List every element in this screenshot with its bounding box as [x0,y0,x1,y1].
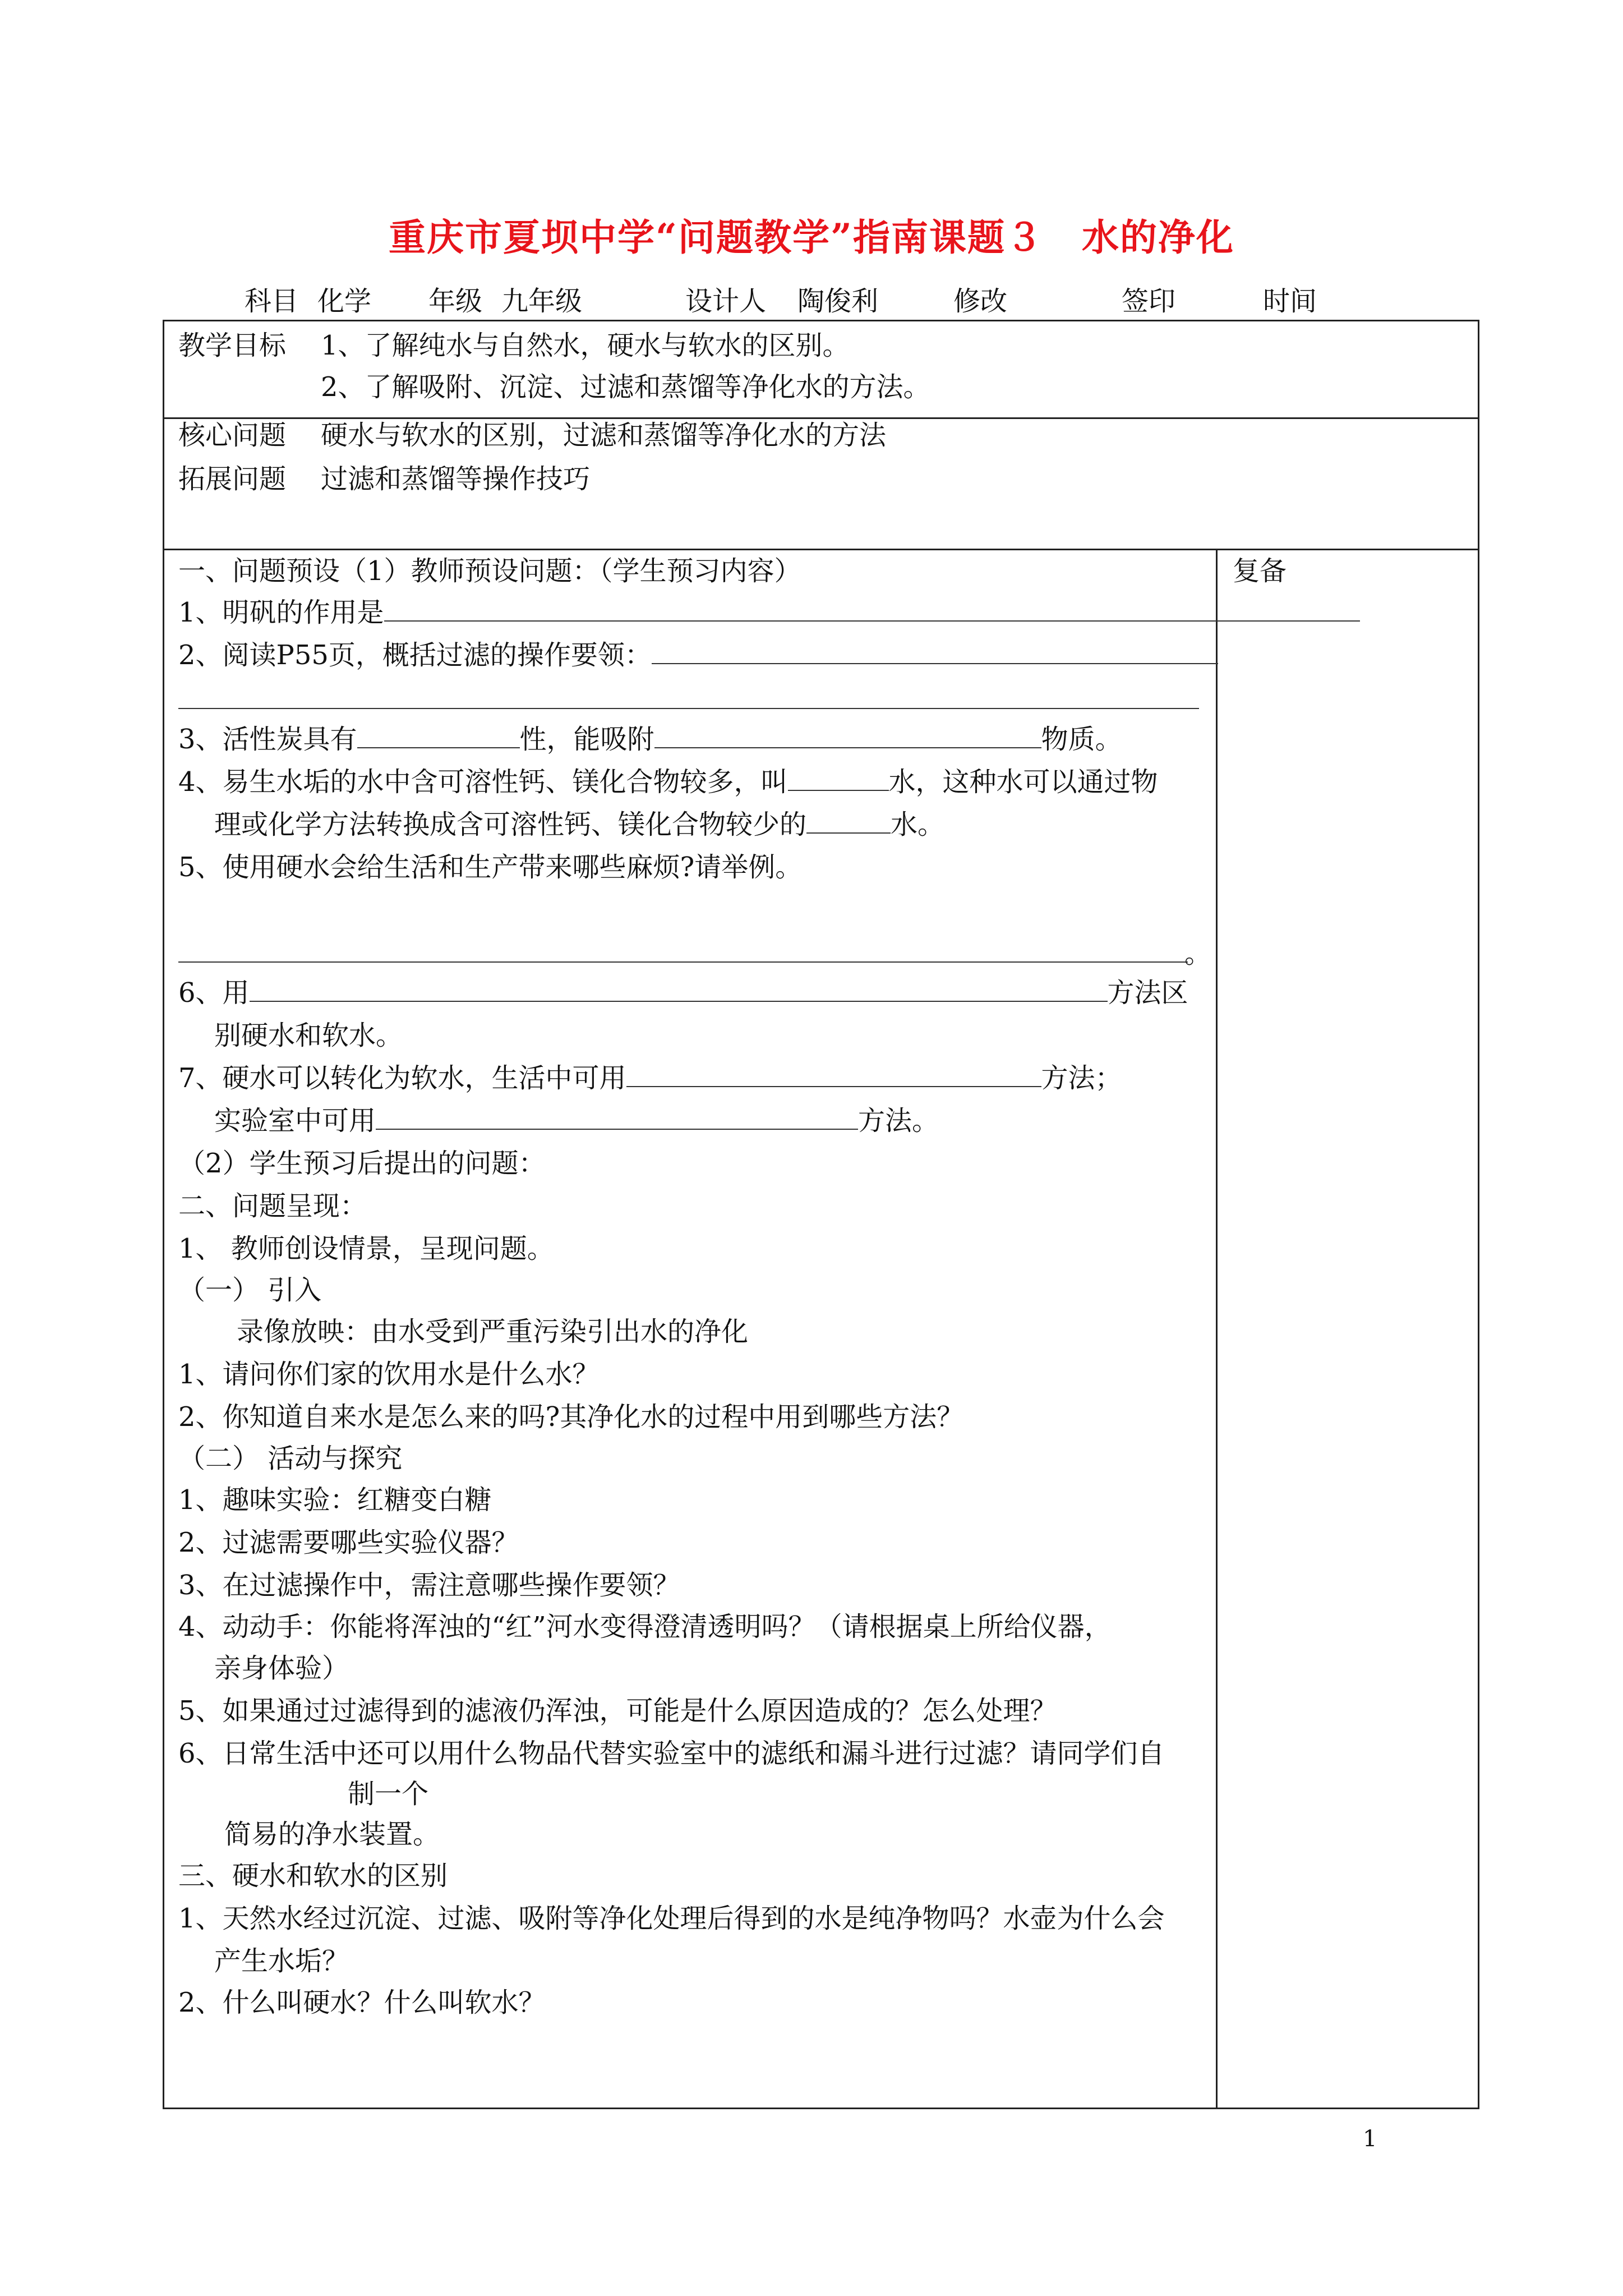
page-number: 1 [1363,2126,1377,2152]
body-line: 产生水垢？ [214,1945,349,1977]
body-text: 水。 [891,809,945,840]
body-line: 4、动动手：你能将浑浊的“红”河水变得澄清透明吗？（请根据桌上所给仪器， [178,1611,1112,1642]
body-line: 录像放映：由水受到严重污染引出水的净化 [237,1316,749,1347]
goal-item-1: 1、了解纯水与自然水，硬水与软水的区别。 [321,330,850,361]
revise-label: 修改 [953,286,1008,317]
body-text: 3、活性炭具有 [178,724,357,755]
fill-blank [654,723,1041,748]
side-label: 复备 [1233,555,1287,587]
fill-blank [788,765,889,791]
body-line [178,723,1122,756]
fill-blank [357,723,520,748]
ext-text: 过滤和蒸馏等操作技巧 [321,463,591,495]
body-text: 7、硬水可以转化为软水，生活中可用 [178,1062,626,1094]
page-title: 重庆市夏坝中学“问题教学”指南课题３ 水的净化 [389,215,1234,259]
designer-label: 设计人 [685,286,767,317]
body-line: 5、使用硬水会给生活和生产带来哪些麻烦?请举例。 [178,852,803,883]
body-line [214,808,944,841]
body-text: 方法区 [1107,977,1188,1009]
body-text: 实验室中可用 [214,1105,376,1137]
row-divider-2 [163,549,1479,550]
goal-item-2: 2、了解吸附、沉淀、过滤和蒸馏等净化水的方法。 [321,371,930,403]
fill-blank-line [178,708,1199,709]
fill-blank [376,1104,858,1130]
fill-blank-line [178,961,1188,963]
subject-value: 化学 [317,286,372,317]
body-line [178,765,1158,799]
fill-blank [626,1061,1041,1087]
body-line [214,1104,939,1138]
body-text: 性，能吸附 [519,724,654,755]
fill-blank [250,976,1108,1002]
body-line: 二、问题呈现： [178,1190,367,1222]
body-text: 方法； [1041,1062,1122,1094]
body-text: 水，这种水可以通过物 [888,766,1158,798]
body-line: 三、硬水和软水的区别 [178,1860,448,1892]
body-line: （一） 引入 [178,1274,322,1306]
body-text: 方法。 [858,1105,939,1137]
body-line: 亲身体验） [214,1653,349,1684]
body-line: 1、请问你们家的饮用水是什么水？ [178,1359,600,1390]
fill-blank [652,638,1218,664]
body-line [178,976,1188,1010]
body-line: 5、如果通过过滤得到的滤液仍浑浊，可能是什么原因造成的？怎么处理？ [178,1695,1057,1727]
body-line: 1、趣味实验：红糖变白糖 [178,1484,492,1516]
time-label: 时间 [1263,286,1317,317]
body-text: 1、明矾的作用是 [178,597,384,628]
body-line: 制一个 [348,1778,429,1810]
body-line: （2）学生预习后提出的问题： [178,1148,546,1179]
body-text: 6、用 [178,977,250,1009]
body-line [178,596,1360,629]
body-line: 3、在过滤操作中，需注意哪些操作要领？ [178,1570,680,1601]
body-line: 简易的净水装置。 [224,1819,440,1850]
body-line: 6、日常生活中还可以用什么物品代替实验室中的滤纸和漏斗进行过滤？请同学们自 [178,1738,1165,1769]
ext-label: 拓展问题 [178,463,287,495]
body-text: 理或化学方法转换成含可溶性钙、镁化合物较少的 [214,809,807,840]
body-text: 2、阅读P55页，概括过滤的操作要领： [178,639,652,671]
body-line: 一、问题预设（1）教师预设问题：（学生预习内容） [178,555,801,587]
body-line [178,1061,1122,1095]
body-line: 2、你知道自来水是怎么来的吗?其净化水的过程中用到哪些方法？ [178,1401,964,1433]
grade-value: 九年级 [501,286,583,317]
fill-blank [384,596,1360,622]
side-column-divider [1216,549,1218,2109]
body-line: 别硬水和软水。 [214,1020,403,1051]
body-text: 物质。 [1041,724,1122,755]
body-line [178,638,1218,672]
body-line: （二） 活动与探究 [178,1443,403,1474]
core-text: 硬水与软水的区别，过滤和蒸馏等净化水的方法 [321,420,887,451]
goals-label: 教学目标 [178,330,287,361]
body-line: 2、过滤需要哪些实验仪器？ [178,1527,519,1558]
grade-label: 年级 [428,286,483,317]
body-line: 2、什么叫硬水？什么叫软水？ [178,1987,546,2018]
body-text: 4、易生水垢的水中含可溶性钙、镁化合物较多，叫 [178,766,788,798]
subject-label: 科目 [245,286,299,317]
core-label: 核心问题 [178,420,287,451]
seal-label: 签印 [1122,286,1176,317]
fill-blank [806,808,891,834]
body-text: 。 [1184,938,1212,969]
body-line: 1、天然水经过沉淀、过滤、吸附等净化处理后得到的水是纯净物吗？水壶为什么会 [178,1903,1165,1934]
body-line: 1、 教师创设情景，呈现问题。 [178,1233,554,1264]
designer-value: 陶俊利 [797,286,879,317]
